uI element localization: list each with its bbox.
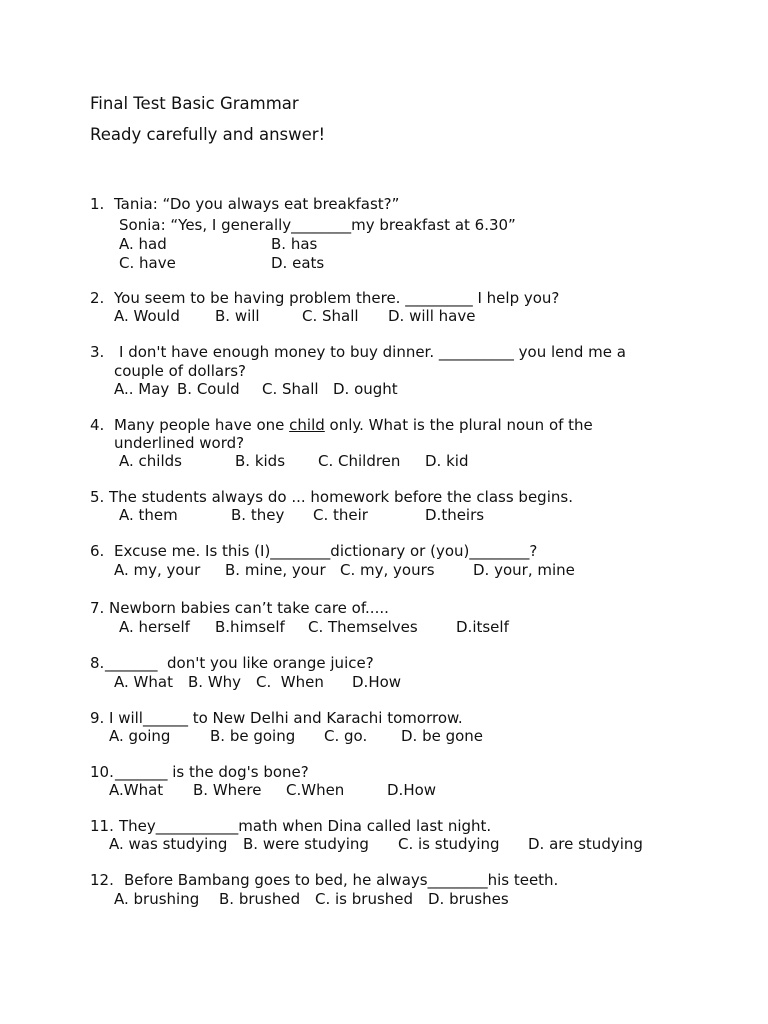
option-b: B. Could: [177, 380, 240, 398]
option-c: C. is brushed: [315, 890, 414, 908]
question-text: underlined word?: [114, 434, 245, 452]
option-a: A. childs: [119, 452, 182, 470]
option-c: C. have: [119, 254, 176, 272]
option-d: D. eats: [271, 254, 325, 272]
option-d: D.How: [387, 781, 437, 799]
option-d: D. are studying: [528, 835, 643, 853]
option-d: D.theirs: [425, 506, 485, 524]
option-a: A. was studying: [109, 835, 228, 853]
option-b: B. brushed: [219, 890, 301, 908]
option-a: A. my, your: [114, 561, 201, 579]
option-b: B. kids: [235, 452, 286, 470]
question-number: 12.: [90, 871, 114, 889]
question-number: 2.: [90, 289, 105, 307]
question-number: 5.: [90, 488, 105, 506]
question-text: Tania: “Do you always eat breakfast?”: [114, 195, 400, 213]
option-a: A. What: [114, 673, 173, 691]
option-a: A. had: [119, 235, 167, 253]
option-a: A.What: [109, 781, 164, 799]
question-text: Excuse me. Is this (I)________dictionary or (you)________?: [114, 542, 538, 560]
option-c: C. their: [313, 506, 368, 524]
question-number: 3.: [90, 343, 105, 361]
option-d: D. your, mine: [473, 561, 575, 579]
question-text: I don't have enough money to buy dinner. __________ you lend me a: [119, 343, 626, 361]
question-text: Newborn babies can’t take care of.....: [109, 599, 389, 617]
question-number: 11.: [90, 817, 114, 835]
question-text: You seem to be having problem there. _________ I help you?: [114, 289, 560, 307]
question-text: I will______ to New Delhi and Karachi tomorrow.: [109, 709, 463, 727]
option-a: A. Would: [114, 307, 180, 325]
option-b: B. Why: [188, 673, 242, 691]
option-c: C. Themselves: [308, 618, 418, 636]
question-text: couple of dollars?: [114, 362, 247, 380]
option-b: B. Where: [193, 781, 262, 799]
option-c: C. my, yours: [340, 561, 435, 579]
question-number: 6.: [90, 542, 105, 560]
option-c: C. go.: [324, 727, 368, 745]
question-text: [114, 416, 593, 434]
option-b: B.himself: [215, 618, 285, 636]
option-d: D.How: [352, 673, 402, 691]
question-number: 4.: [90, 416, 105, 434]
question-text: They___________math when Dina called last night.: [119, 817, 492, 835]
option-c: C. Children: [318, 452, 401, 470]
option-a: A.. May: [114, 380, 170, 398]
option-c: C. Shall: [262, 380, 319, 398]
question-number: 7.: [90, 599, 105, 617]
option-a: A. herself: [119, 618, 190, 636]
question-text: The students always do ... homework before the class begins.: [109, 488, 573, 506]
question-number: 8.: [90, 654, 105, 672]
option-c: C.When: [286, 781, 345, 799]
page-title: Final Test Basic Grammar: [90, 94, 299, 113]
option-a: A. them: [119, 506, 178, 524]
option-d: D. will have: [388, 307, 476, 325]
question-text: _______ is the dog's bone?: [115, 763, 309, 781]
question-text-part: only. What is the plural noun of the: [324, 416, 593, 434]
option-b: B. has: [271, 235, 318, 253]
option-b: B. they: [231, 506, 285, 524]
question-text: Sonia: “Yes, I generally________my breakfast at 6.30”: [119, 216, 516, 234]
option-d: D. brushes: [428, 890, 509, 908]
option-d: D. be gone: [401, 727, 484, 745]
option-c: C. Shall: [302, 307, 359, 325]
option-a: A. going: [109, 727, 171, 745]
underlined-word: child: [289, 416, 325, 434]
option-c: C. When: [256, 673, 324, 691]
option-b: B. mine, your: [225, 561, 326, 579]
option-d: D. kid: [425, 452, 469, 470]
question-number: 10.: [90, 763, 114, 781]
question-number: 1.: [90, 195, 105, 213]
question-text: _______ don't you like orange juice?: [105, 654, 374, 672]
option-a: A. brushing: [114, 890, 200, 908]
question-number: 9.: [90, 709, 105, 727]
option-d: D. ought: [333, 380, 398, 398]
option-d: D.itself: [456, 618, 509, 636]
question-text: Before Bambang goes to bed, he always________his teeth.: [124, 871, 559, 889]
option-b: B. be going: [210, 727, 296, 745]
option-b: B. will: [215, 307, 260, 325]
option-b: B. were studying: [243, 835, 369, 853]
option-c: C. is studying: [398, 835, 500, 853]
question-text-part: Many people have one: [114, 416, 290, 434]
page-subtitle: Ready carefully and answer!: [90, 125, 326, 144]
